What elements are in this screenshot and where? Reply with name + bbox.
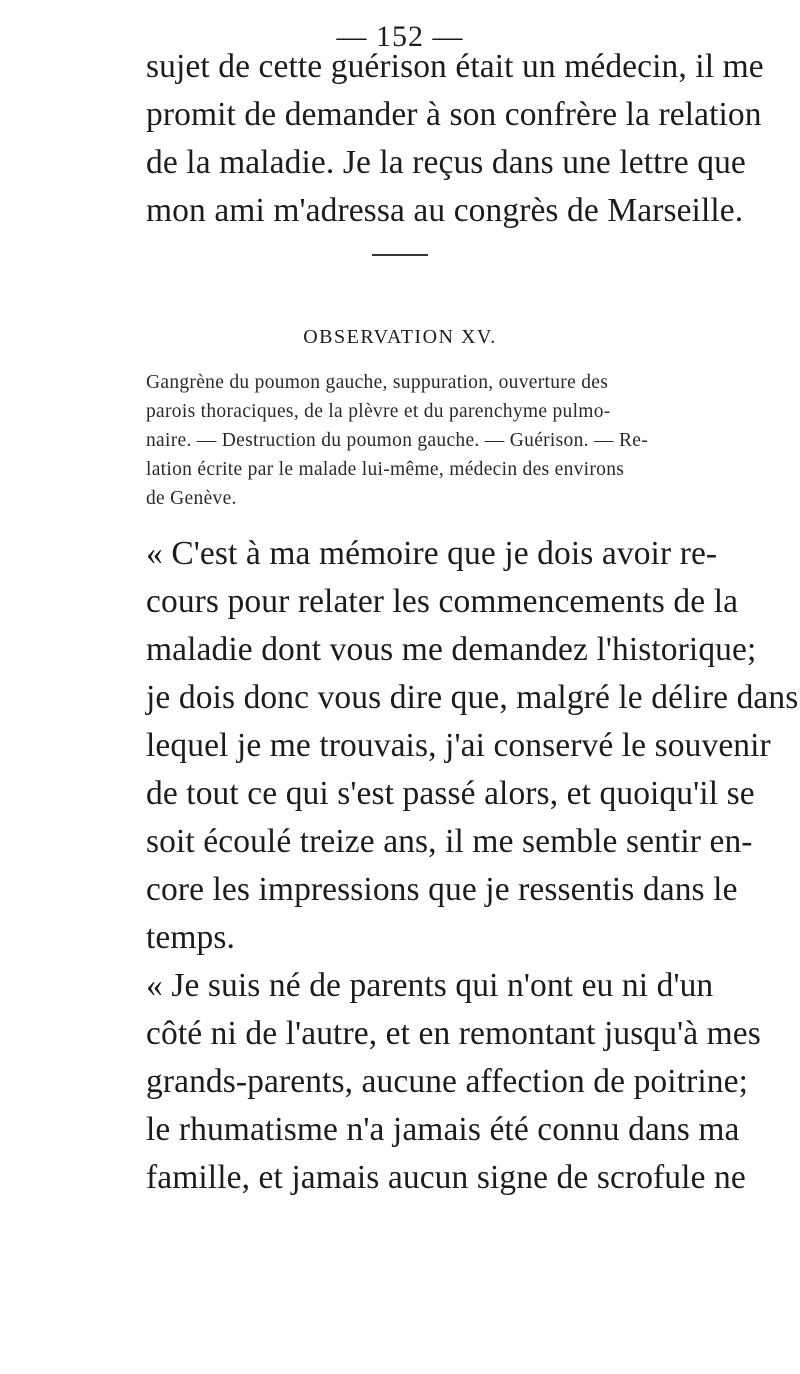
summary-line: naire. — Destruction du poumon gauche. — Guérison. — Re- [146, 430, 649, 451]
section-divider [372, 254, 428, 256]
text-line: grands-parents, aucune affection de poitrine; [146, 1063, 748, 1100]
text-line: je dois donc vous dire que, malgré le délire dans [146, 679, 799, 716]
summary-line: lation écrite par le malade lui-même, médecin des environs [146, 459, 625, 480]
text-line: soit écoulé treize ans, il me semble sentir en- [146, 823, 753, 860]
observation-title: OBSERVATION XV. [303, 326, 497, 348]
text-line: lequel je me trouvais, j'ai conservé le souvenir [146, 727, 771, 764]
text-line: de la maladie. Je la reçus dans une lettre que [146, 144, 746, 181]
text-line: cours pour relater les commencements de la [146, 583, 739, 620]
page-number: — 152 — [336, 20, 464, 53]
summary-line: Gangrène du poumon gauche, suppuration, ouverture des [146, 372, 609, 393]
text-line: promit de demander à son confrère la relation [146, 96, 762, 133]
summary-line: parois thoraciques, de la plèvre et du parenchyme pulmo- [146, 401, 611, 422]
text-line: maladie dont vous me demandez l'historique; [146, 631, 757, 668]
text-line: sujet de cette guérison était un médecin, il me [146, 48, 764, 85]
text-line: core les impressions que je ressentis dans le [146, 871, 738, 908]
text-line: le rhumatisme n'a jamais été connu dans ma [146, 1111, 740, 1148]
text-line: mon ami m'adressa au congrès de Marseille. [146, 192, 744, 229]
text-line: « C'est à ma mémoire que je dois avoir re- [146, 535, 718, 572]
text-line: temps. [146, 919, 235, 956]
text-line: « Je suis né de parents qui n'ont eu ni d'un [146, 967, 714, 1004]
text-line: de tout ce qui s'est passé alors, et quoiqu'il se [146, 775, 755, 812]
summary-line: de Genève. [146, 488, 237, 509]
text-line: famille, et jamais aucun signe de scrofule ne [146, 1159, 746, 1196]
text-line: côté ni de l'autre, et en remontant jusqu'à mes [146, 1015, 761, 1052]
